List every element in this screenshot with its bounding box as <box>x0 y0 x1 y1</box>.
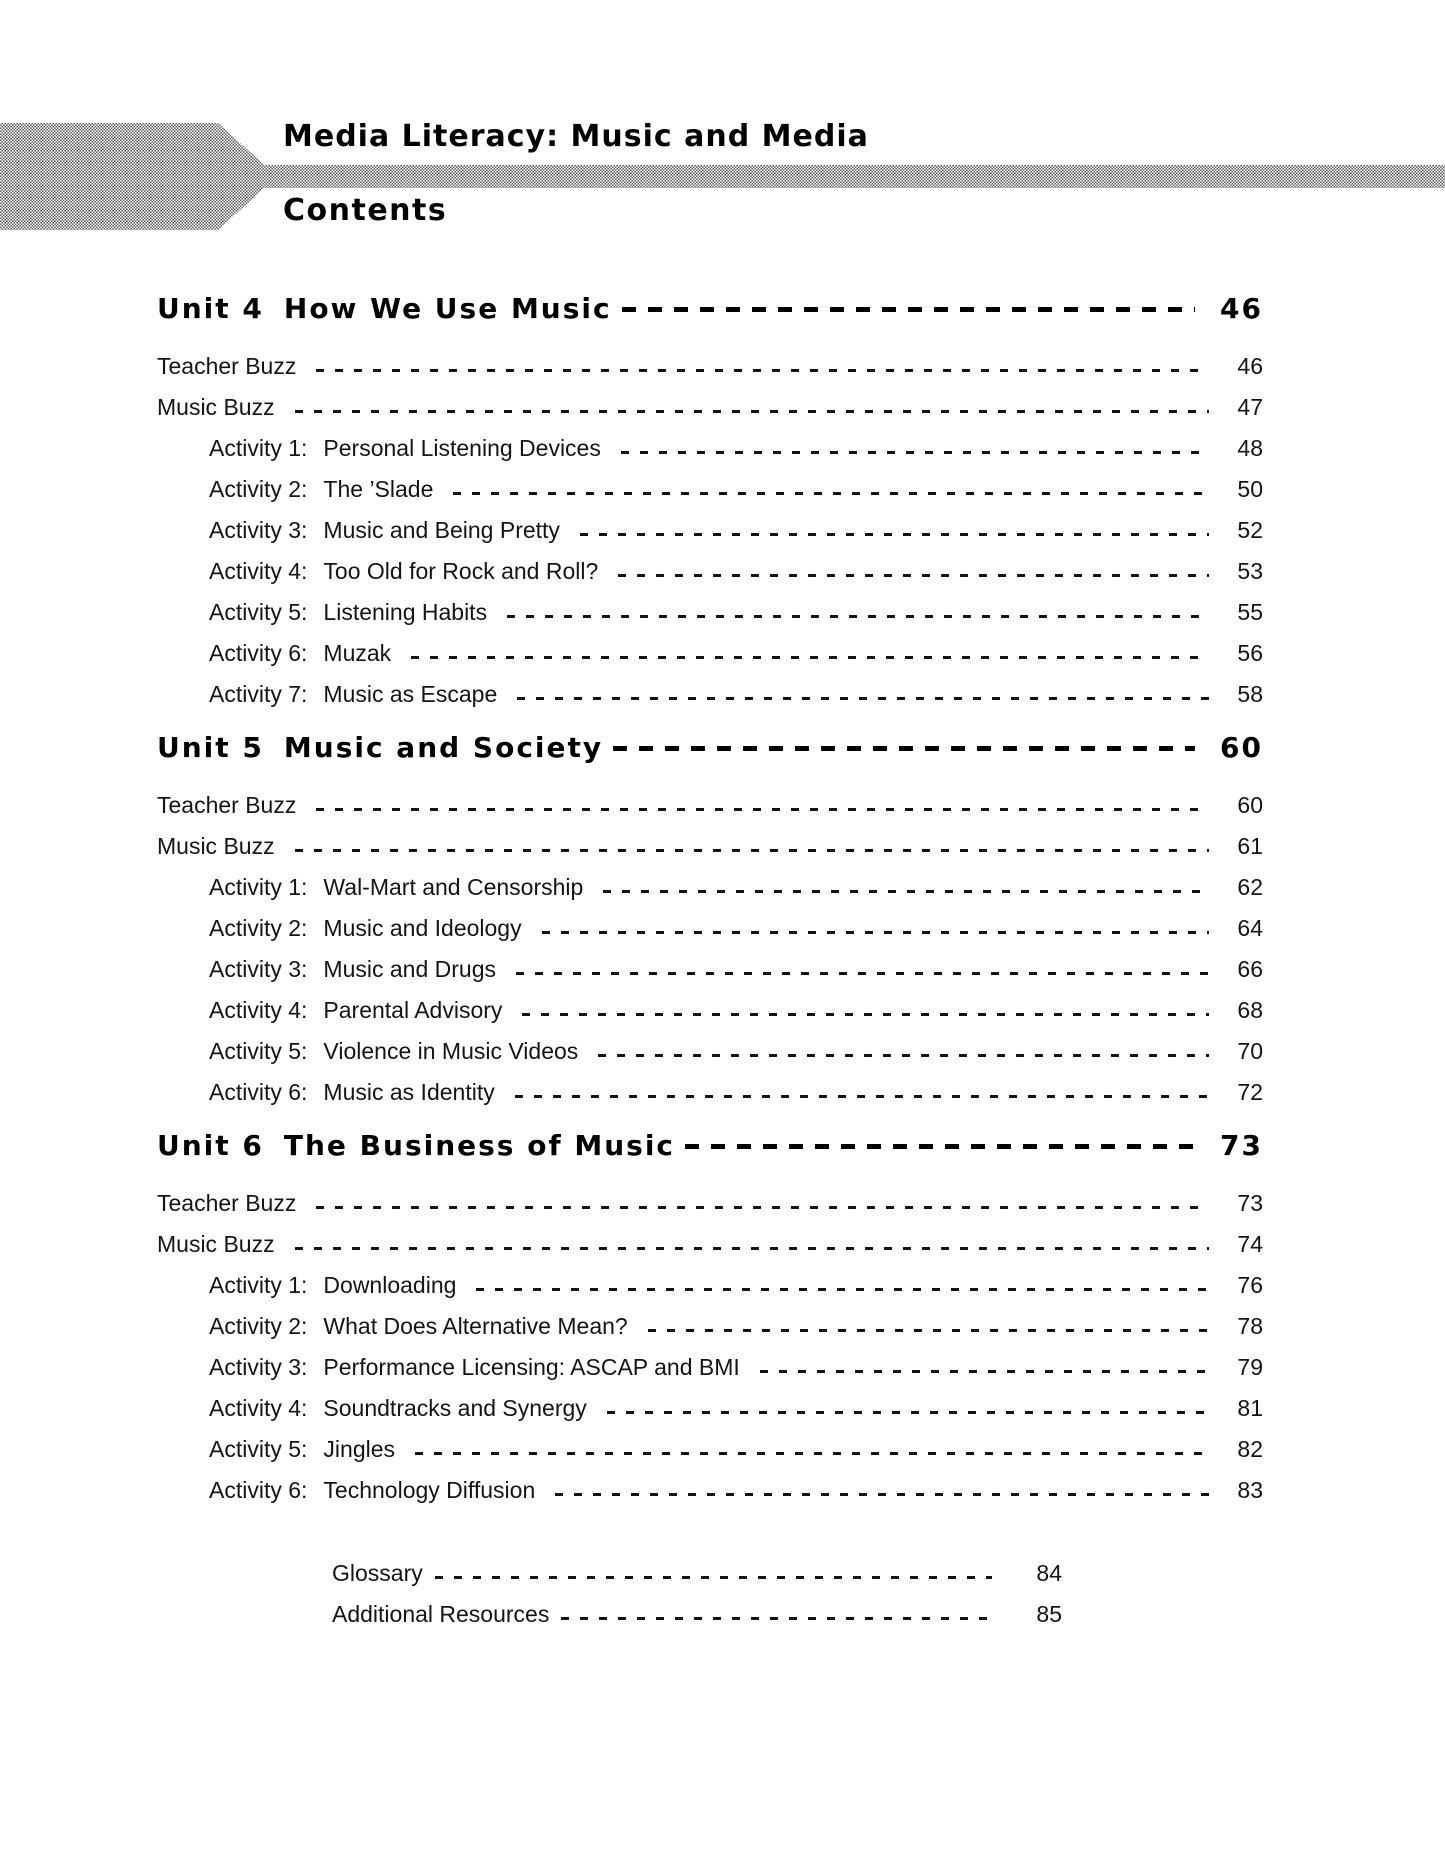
toc-row <box>157 1306 1263 1347</box>
dash-leader <box>517 697 1209 700</box>
unit-label: Unit 4 <box>157 292 264 325</box>
dash-leader <box>316 369 1209 372</box>
page-title: Contents <box>283 193 448 228</box>
page-number: 62 <box>1237 874 1263 900</box>
unit-title: Music and Society <box>283 731 604 764</box>
entry-label: Glossary <box>332 1560 423 1586</box>
activity-label: Activity 2: <box>209 1313 308 1339</box>
activity-label: Activity 1: <box>209 1272 308 1298</box>
toc-row <box>157 469 1263 510</box>
page-number: 76 <box>1237 1272 1263 1298</box>
dash-leader <box>685 1144 1195 1149</box>
entry-label: Teacher Buzz <box>157 353 297 379</box>
page-number: 64 <box>1237 915 1263 941</box>
activity-label: Activity 3: <box>209 1354 308 1380</box>
dash-leader <box>555 1493 1209 1496</box>
activity-label: Activity 5: <box>209 1038 308 1064</box>
dash-leader <box>607 1411 1209 1414</box>
activity-title: Music as Identity <box>323 1079 495 1105</box>
page-number: 74 <box>1237 1231 1263 1257</box>
dash-leader <box>316 808 1209 811</box>
dash-leader <box>622 307 1195 312</box>
activity-title: Music and Drugs <box>323 956 496 982</box>
page-number: 83 <box>1237 1477 1263 1503</box>
page-number: 73 <box>1237 1190 1263 1216</box>
activity-title: Downloading <box>323 1272 457 1298</box>
dash-leader <box>435 1576 992 1579</box>
activity-label: Activity 1: <box>209 435 308 461</box>
page-number: 50 <box>1237 476 1263 502</box>
toc-row <box>157 1224 1263 1265</box>
toc-row <box>157 1470 1263 1511</box>
dash-leader <box>598 1054 1209 1057</box>
dash-leader <box>453 492 1209 495</box>
dash-leader <box>316 1206 1209 1209</box>
page-number: 53 <box>1237 558 1263 584</box>
dash-leader <box>522 1013 1209 1016</box>
page-number: 61 <box>1237 833 1263 859</box>
document-title: Media Literacy: Music and Media <box>283 119 869 154</box>
entry-label: Music Buzz <box>157 1231 275 1257</box>
unit-title: The Business of Music <box>283 1129 676 1162</box>
activity-label: Activity 4: <box>209 997 308 1023</box>
activity-title: Technology Diffusion <box>323 1477 536 1503</box>
dash-leader <box>603 890 1209 893</box>
dash-leader <box>476 1288 1209 1291</box>
page-number: 55 <box>1237 599 1263 625</box>
toc-row <box>157 387 1263 428</box>
toc-row <box>157 1072 1263 1113</box>
activity-label: Activity 2: <box>209 915 308 941</box>
dash-leader <box>542 931 1209 934</box>
toc-row <box>157 867 1263 908</box>
dash-leader <box>295 410 1209 413</box>
toc-row <box>157 1031 1263 1072</box>
unit-page-number: 46 <box>1220 292 1263 325</box>
activity-title: What Does Alternative Mean? <box>323 1313 628 1339</box>
page-number: 84 <box>1036 1560 1062 1586</box>
activity-title: Music and Being Pretty <box>323 517 560 543</box>
activity-title: Violence in Music Videos <box>323 1038 579 1064</box>
dash-leader <box>760 1370 1209 1373</box>
dash-leader <box>613 746 1195 751</box>
activity-title: Jingles <box>323 1436 396 1462</box>
dash-leader <box>415 1452 1209 1455</box>
entry-label: Additional Resources <box>332 1601 550 1627</box>
activity-label: Activity 5: <box>209 599 308 625</box>
dash-leader <box>648 1329 1209 1332</box>
activity-label: Activity 6: <box>209 1477 308 1503</box>
dash-leader <box>621 451 1209 454</box>
toc-row <box>157 1347 1263 1388</box>
page-number: 46 <box>1237 353 1263 379</box>
activity-label: Activity 6: <box>209 640 308 666</box>
toc-row <box>157 1388 1263 1429</box>
toc-row <box>157 346 1263 387</box>
page-number: 60 <box>1237 792 1263 818</box>
page-number: 68 <box>1237 997 1263 1023</box>
toc-row <box>157 785 1263 826</box>
activity-title: Too Old for Rock and Roll? <box>323 558 599 584</box>
header-arrow-graphic <box>0 123 277 230</box>
page-number: 70 <box>1237 1038 1263 1064</box>
page-number: 56 <box>1237 640 1263 666</box>
unit-page-number: 73 <box>1220 1129 1263 1162</box>
toc-row <box>157 949 1263 990</box>
dash-leader <box>507 615 1209 618</box>
toc-row <box>157 551 1263 592</box>
toc-row <box>157 510 1263 551</box>
unit-title: How We Use Music <box>283 292 612 325</box>
dash-leader <box>516 972 1209 975</box>
toc-row <box>157 1265 1263 1306</box>
toc-row <box>157 1183 1263 1224</box>
activity-title: Performance Licensing: ASCAP and BMI <box>323 1354 740 1380</box>
dash-leader <box>618 574 1209 577</box>
activity-label: Activity 6: <box>209 1079 308 1105</box>
activity-label: Activity 1: <box>209 874 308 900</box>
toc-row <box>332 1553 1062 1594</box>
activity-label: Activity 4: <box>209 558 308 584</box>
page-number: 52 <box>1237 517 1263 543</box>
page-number: 79 <box>1237 1354 1263 1380</box>
entry-label: Teacher Buzz <box>157 1190 297 1216</box>
activity-title: Parental Advisory <box>323 997 503 1023</box>
entry-label: Music Buzz <box>157 833 275 859</box>
dash-leader <box>561 1617 992 1620</box>
page-number: 82 <box>1237 1436 1263 1462</box>
page-number: 48 <box>1237 435 1263 461</box>
activity-label: Activity 5: <box>209 1436 308 1462</box>
activity-title: Personal Listening Devices <box>323 435 601 461</box>
toc-row <box>157 1429 1263 1470</box>
toc <box>157 294 1263 1635</box>
toc-unit-heading-row <box>157 1131 1263 1183</box>
toc-unit-heading-row <box>157 294 1263 346</box>
dash-leader <box>295 1247 1209 1250</box>
toc-row <box>157 674 1263 715</box>
toc-row <box>157 592 1263 633</box>
toc-row <box>157 990 1263 1031</box>
toc-row <box>332 1594 1062 1635</box>
unit-label: Unit 6 <box>157 1129 264 1162</box>
activity-title: Music as Escape <box>323 681 498 707</box>
page-number: 81 <box>1237 1395 1263 1421</box>
page-number: 58 <box>1237 681 1263 707</box>
dash-leader <box>580 533 1209 536</box>
toc-extras <box>157 1553 1263 1635</box>
toc-row <box>157 633 1263 674</box>
header-band-graphic <box>252 165 1445 188</box>
unit-label: Unit 5 <box>157 731 264 764</box>
activity-title: Soundtracks and Synergy <box>323 1395 587 1421</box>
page-number: 47 <box>1237 394 1263 420</box>
activity-title: Listening Habits <box>323 599 488 625</box>
activity-label: Activity 3: <box>209 956 308 982</box>
entry-label: Teacher Buzz <box>157 792 297 818</box>
dash-leader <box>411 656 1209 659</box>
activity-label: Activity 3: <box>209 517 308 543</box>
page-number: 85 <box>1036 1601 1062 1627</box>
toc-row <box>157 826 1263 867</box>
activity-title: Wal-Mart and Censorship <box>323 874 584 900</box>
activity-title: The ’Slade <box>323 476 434 502</box>
dash-leader <box>515 1095 1209 1098</box>
activity-label: Activity 2: <box>209 476 308 502</box>
page-number: 66 <box>1237 956 1263 982</box>
toc-row <box>157 428 1263 469</box>
page-number: 78 <box>1237 1313 1263 1339</box>
toc-row <box>157 908 1263 949</box>
activity-label: Activity 7: <box>209 681 308 707</box>
unit-page-number: 60 <box>1220 731 1263 764</box>
entry-label: Music Buzz <box>157 394 275 420</box>
dash-leader <box>295 849 1209 852</box>
toc-unit-heading-row <box>157 733 1263 785</box>
activity-title: Music and Ideology <box>323 915 522 941</box>
page-number: 72 <box>1237 1079 1263 1105</box>
activity-label: Activity 4: <box>209 1395 308 1421</box>
activity-title: Muzak <box>323 640 392 666</box>
